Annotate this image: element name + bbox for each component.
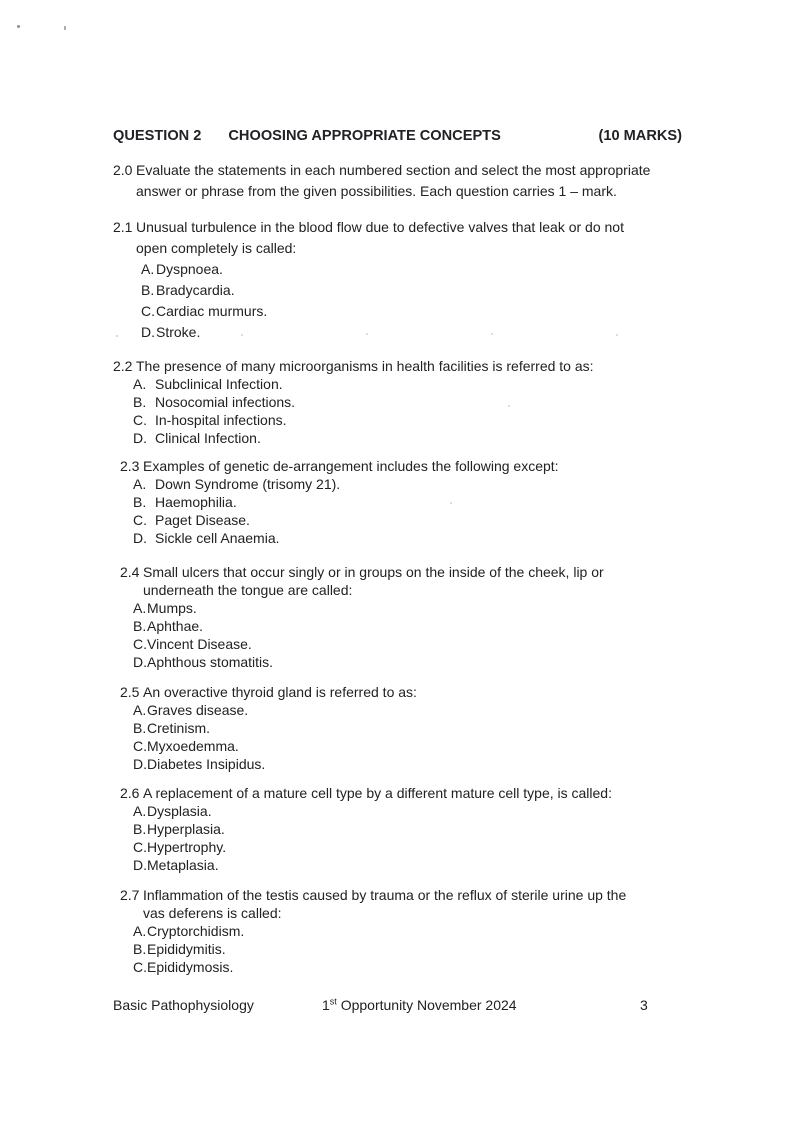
option-row <box>141 301 682 322</box>
question-text: An overactive thyroid gland is referred to as: <box>143 684 417 700</box>
option-text: Aphthae. <box>147 618 204 634</box>
option-text: Nosocomial infections. <box>155 394 296 410</box>
option-text: Diabetes Insipidus. <box>147 756 266 772</box>
footer-session-number: 1 <box>322 997 330 1013</box>
question-stem <box>113 457 682 475</box>
option-text: Clinical Infection. <box>155 430 261 446</box>
question-number: 2.2 <box>113 358 133 374</box>
option-text: Cryptorchidism. <box>147 923 245 939</box>
option-letter: B. <box>133 494 147 510</box>
option-row <box>133 511 682 529</box>
option-text: Haemophilia. <box>155 494 237 510</box>
option-letter: D. <box>141 324 155 340</box>
question-stem <box>113 563 682 599</box>
scan-speck <box>64 26 66 30</box>
option-letter: A. <box>133 476 147 492</box>
option-row <box>133 475 682 493</box>
question-block-2-2 <box>113 357 682 447</box>
option-text: Mumps. <box>147 600 197 616</box>
option-row <box>133 493 682 511</box>
question-text: Examples of genetic de-arrangement includes the following except: <box>143 458 559 474</box>
question-number: 2.1 <box>113 219 133 235</box>
options-list <box>113 701 682 773</box>
option-letter: B. <box>133 394 147 410</box>
option-text: Epididymosis. <box>147 959 234 975</box>
option-text: Hyperplasia. <box>147 821 225 837</box>
question-stem <box>113 357 682 375</box>
option-text: Dyspnoea. <box>156 261 223 277</box>
page-number: 3 <box>640 997 648 1013</box>
option-text: Epididymitis. <box>147 941 226 957</box>
option-letter: D. <box>133 654 147 670</box>
footer-session-text: Opportunity November 2024 <box>336 997 517 1013</box>
option-row <box>133 737 682 755</box>
question-stem <box>113 683 682 701</box>
option-row <box>133 820 682 838</box>
option-letter: A. <box>141 261 155 277</box>
option-letter: C. <box>133 839 147 855</box>
options-list <box>113 922 682 976</box>
option-text: Myxoedemma. <box>147 738 239 754</box>
option-letter: B. <box>133 618 147 634</box>
ordinal-suffix: st <box>329 996 337 1007</box>
option-row <box>141 280 682 301</box>
option-row <box>133 529 682 547</box>
option-row <box>133 958 682 976</box>
options-list <box>113 599 682 671</box>
question-stem <box>113 784 682 802</box>
option-text: Down Syndrome (trisomy 21). <box>155 476 341 492</box>
option-letter: C. <box>133 636 147 652</box>
question-number: 2.6 <box>120 785 140 801</box>
question-stem <box>113 886 682 922</box>
option-row <box>133 838 682 856</box>
footer-course: Basic Pathophysiology <box>113 997 254 1013</box>
options-list <box>113 802 682 874</box>
option-row <box>133 802 682 820</box>
option-letter: D. <box>133 756 147 772</box>
option-row <box>133 701 682 719</box>
option-text: Paget Disease. <box>155 512 250 528</box>
options-list <box>113 475 682 547</box>
option-row <box>133 719 682 737</box>
question-number: 2.5 <box>120 684 140 700</box>
option-letter: D. <box>133 430 147 446</box>
option-letter: B. <box>133 941 147 957</box>
option-row <box>133 940 682 958</box>
option-letter: A. <box>133 923 147 939</box>
option-letter: C. <box>133 738 147 754</box>
question-block-2-7 <box>113 886 682 976</box>
question-text: Inflammation of the testis caused by trauma or the reflux of sterile urine up the vas deferens is called: <box>143 887 627 921</box>
option-row <box>133 599 682 617</box>
intro-text: Evaluate the statements in each numbered section and select the most appropriate answer or phrase from the given possibilities. Each question carries 1 – mark. <box>136 162 651 199</box>
options-list <box>113 259 682 343</box>
option-text: Vincent Disease. <box>147 636 252 652</box>
option-text: Hypertrophy. <box>147 839 227 855</box>
option-row <box>133 375 682 393</box>
question-block-2-6 <box>113 784 682 874</box>
option-row <box>133 653 682 671</box>
option-letter: C. <box>133 959 147 975</box>
option-row <box>133 393 682 411</box>
option-row <box>133 922 682 940</box>
option-letter: A. <box>133 702 147 718</box>
option-text: Subclinical Infection. <box>155 376 283 392</box>
option-letter: B. <box>133 720 147 736</box>
question-text: Unusual turbulence in the blood flow due to defective valves that leak or do not open completely is called: <box>136 219 624 256</box>
option-row <box>141 259 682 280</box>
question-text: A replacement of a mature cell type by a different mature cell type, is called: <box>143 785 612 801</box>
option-row <box>133 755 682 773</box>
question-number: 2.3 <box>120 458 140 474</box>
option-row <box>133 429 682 447</box>
option-letter: B. <box>133 821 147 837</box>
option-letter: C. <box>133 512 147 528</box>
question-block-2-1 <box>113 217 682 343</box>
question-text: The presence of many microorganisms in health facilities is referred to as: <box>136 358 594 374</box>
option-letter: B. <box>141 282 155 298</box>
option-letter: A. <box>133 600 147 616</box>
option-text: Graves disease. <box>147 702 249 718</box>
options-list <box>113 375 682 447</box>
question-text: Small ulcers that occur singly or in groups on the inside of the cheek, lip or underneath the tongue are called: <box>143 564 604 598</box>
scan-speck <box>17 25 20 28</box>
option-text: Metaplasia. <box>147 857 219 873</box>
page-content <box>113 126 682 976</box>
question-header <box>113 126 682 147</box>
intro-paragraph <box>113 160 682 202</box>
question-block-2-5 <box>113 683 682 773</box>
question-stem <box>113 217 682 259</box>
question-label: QUESTION 2 <box>113 128 202 144</box>
option-text: Aphthous stomatitis. <box>147 654 274 670</box>
option-letter: C. <box>141 303 155 319</box>
option-row <box>133 856 682 874</box>
option-text: Cretinism. <box>147 720 211 736</box>
option-text: Bradycardia. <box>156 282 235 298</box>
option-letter: D. <box>133 530 147 546</box>
option-letter: D. <box>133 857 147 873</box>
question-number: 2.4 <box>120 564 140 580</box>
option-text: Sickle cell Anaemia. <box>155 530 280 546</box>
option-letter: A. <box>133 803 147 819</box>
option-row <box>133 635 682 653</box>
section-title: CHOOSING APPROPRIATE CONCEPTS <box>228 128 501 144</box>
question-number: 2.7 <box>120 887 140 903</box>
option-text: Stroke. <box>156 324 201 340</box>
marks-label: (10 MARKS) <box>598 128 682 144</box>
option-letter: C. <box>133 412 147 428</box>
question-number: 2.0 <box>113 162 133 178</box>
footer-session <box>322 996 517 1014</box>
option-row <box>133 411 682 429</box>
option-row <box>133 617 682 635</box>
option-text: Dysplasia. <box>147 803 212 819</box>
option-letter: A. <box>133 376 147 392</box>
option-text: Cardiac murmurs. <box>156 303 268 319</box>
option-text: In-hospital infections. <box>155 412 287 428</box>
question-block-2-4 <box>113 563 682 671</box>
option-row <box>141 322 682 343</box>
question-block-2-3 <box>113 457 682 547</box>
page-footer <box>113 996 682 1014</box>
